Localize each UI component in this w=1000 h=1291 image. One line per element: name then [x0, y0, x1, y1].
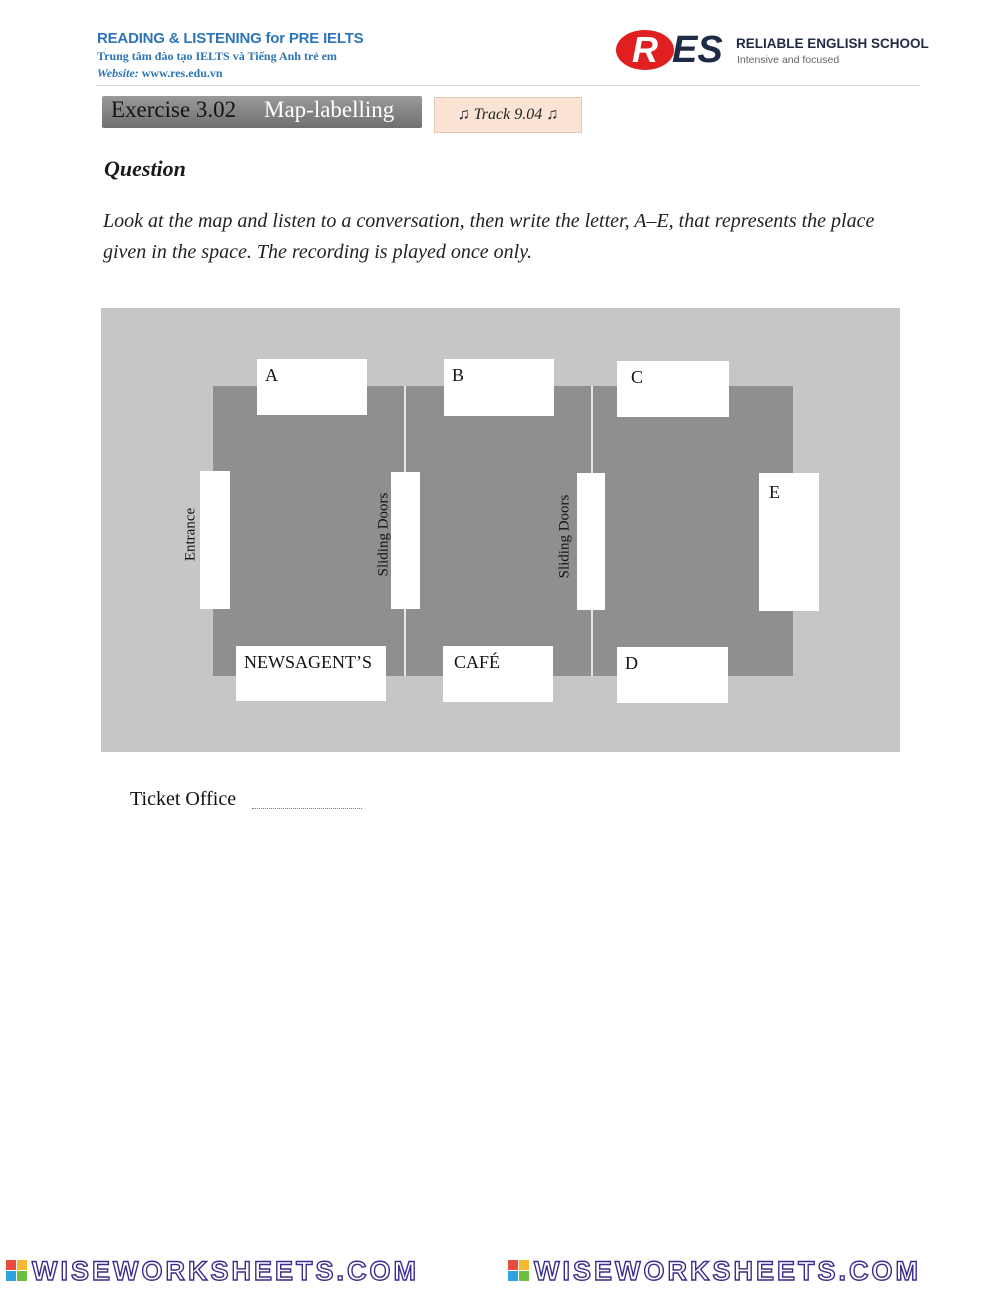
watermark-text-1: WISEWORKSHEETS.COM — [32, 1256, 420, 1286]
map-label-d: D — [625, 653, 638, 673]
wiseworksheets-icon-2 — [508, 1260, 530, 1282]
map-box-e — [759, 473, 819, 611]
cafe-label: CAFÉ — [454, 652, 501, 672]
sliding-doors-box-2 — [577, 473, 605, 610]
station-hall — [213, 386, 793, 676]
logo-r-mark: R — [616, 30, 674, 70]
map-box-b — [444, 359, 554, 416]
website-url: www.res.edu.vn — [141, 66, 223, 80]
logo-es-mark: ES — [672, 29, 723, 71]
map-box-d — [617, 647, 728, 703]
res-logo — [616, 28, 929, 72]
newsagent-box — [236, 646, 386, 701]
map-box-a — [257, 359, 367, 415]
header-subtitle: Trung tâm đào tạo IELTS và Tiếng Anh trẻ em — [97, 49, 337, 63]
header-title: READING & LISTENING for PRE IELTS — [97, 30, 364, 47]
logo-school-name: RELIABLE ENGLISH SCHOOL — [736, 36, 929, 51]
map-label-b: B — [452, 365, 465, 385]
sliding-doors-box-1 — [391, 472, 420, 609]
footer-watermark — [0, 1252, 1000, 1291]
website-label: Website: — [97, 66, 139, 80]
question-instructions: Look at the map and listen to a conversation, then write the letter, A–E, that represents the place given in the space. The recording is played once only. — [103, 210, 875, 263]
ticket-office-label: Ticket Office — [130, 788, 237, 810]
map-label-a: A — [265, 365, 278, 385]
exercise-name: Map-labelling — [264, 97, 395, 122]
map-box-c — [617, 361, 729, 417]
exercise-banner — [102, 96, 422, 128]
question-heading: Question — [104, 156, 186, 181]
cafe-box — [443, 646, 553, 702]
logo-tagline: Intensive and focused — [737, 54, 840, 66]
exercise-number: Exercise 3.02 — [111, 97, 237, 122]
header-divider — [96, 85, 920, 86]
header-website — [97, 66, 223, 81]
station-map — [101, 308, 900, 752]
wiseworksheets-icon — [6, 1260, 28, 1282]
sliding-doors-label-2: Sliding Doors — [556, 494, 573, 579]
newsagent-label: NEWSAGENT’S — [244, 652, 372, 672]
entrance-label: Entrance — [182, 507, 199, 562]
map-label-c: C — [631, 367, 644, 387]
ticket-office-answer-field[interactable] — [252, 808, 362, 809]
audio-track-button[interactable]: ♫ Track 9.04 ♫ — [434, 97, 582, 133]
watermark-text-2: WISEWORKSHEETS.COM — [534, 1256, 922, 1286]
entrance-box — [200, 471, 230, 609]
sliding-doors-label-1: Sliding Doors — [375, 492, 392, 577]
map-label-e: E — [769, 482, 780, 502]
